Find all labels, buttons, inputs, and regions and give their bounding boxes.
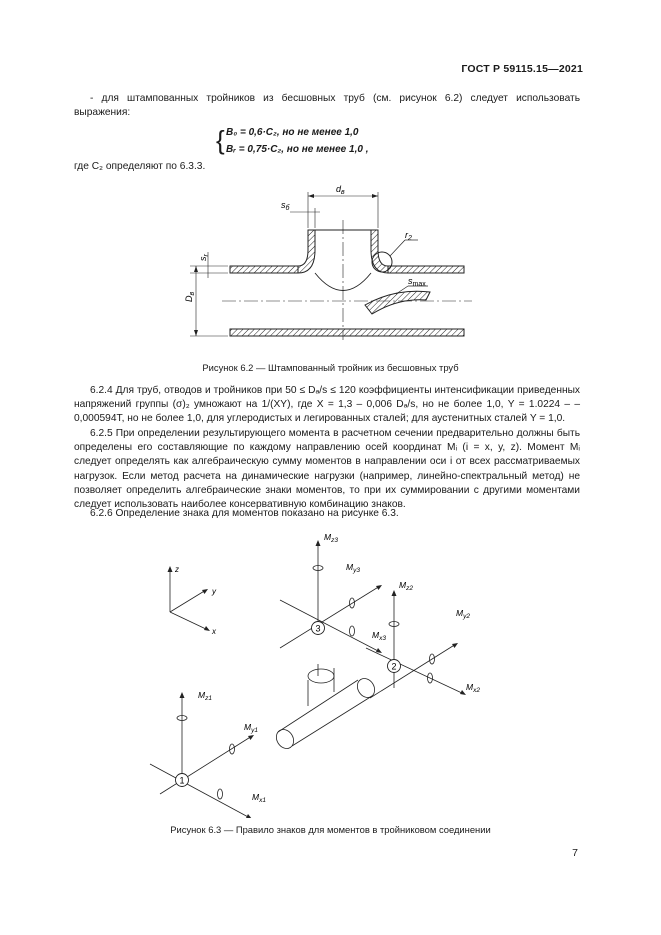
label-mz2: $M_{z2}$	[399, 580, 413, 592]
formula-line-2	[226, 141, 368, 158]
label-mx1: $M_{x1}$	[252, 792, 266, 804]
figure-6-2-caption: Рисунок 6.2 — Штампованный тройник из бесшовных труб	[202, 362, 459, 373]
svg-text:1: 1	[179, 775, 185, 786]
label-sr: $s_r$	[198, 254, 210, 261]
label-smax: $s_{max}$	[408, 276, 426, 288]
label-D: $D_в$	[184, 291, 196, 302]
label-my1: $M_{y1}$	[244, 722, 258, 734]
label-mz1: $M_{z1}$	[198, 690, 212, 702]
label-mx2: $M_{x2}$	[466, 682, 480, 694]
main-pipe-top-wall-left	[230, 266, 298, 273]
figure-6-3-moment-sign-rule	[140, 528, 510, 818]
document-header: ГОСТ Р 59115.15—2021	[461, 63, 583, 75]
axis-y-label: y	[212, 587, 216, 596]
paragraph-6-2-5: 6.2.5 При определении результирующего момента в расчетном сечении предварительно должны быть определены его составляющие по каждому направлению осей координат Mᵢ (i = x, y, z). Момент Mᵢ следует определять как алгебраическую сумму моментов в направлении оси i от всех рассматриваемых нагрузок. Если метод расчета на динамические нагрузки (например, линейно-спектральный метод) не позволяет определить алгебраические знаки моментов, то при их суммировании с другими моментами следует использовать наиболее консервативную комбинацию знаков.	[74, 428, 580, 511]
label-my3: $M_{y3}$	[346, 562, 360, 574]
label-mx3: $M_{x3}$	[372, 630, 386, 642]
page-number: 7	[572, 847, 578, 859]
node-3	[312, 622, 325, 635]
main-pipe-top-wall-right	[388, 266, 464, 273]
main-pipe-bottom-wall	[230, 329, 464, 336]
formula-block	[216, 124, 369, 158]
formula-line-1: B₀ = 0,6·C₂, но не менее 1,0	[226, 127, 359, 138]
intro-paragraph: - для штампованных тройников из бесшовных труб (см. рисунок 6.2) следует использовать выражения:	[74, 93, 580, 119]
formula-line-2-text: Bᵣ = 0,75·C₂, но не менее 1,0	[226, 144, 363, 155]
label-sb: $s_б$	[281, 200, 290, 212]
label-r2: $r_2$	[405, 230, 412, 242]
figure-6-2-tee-drawing	[160, 180, 480, 352]
section-cut	[365, 291, 430, 314]
node-2	[388, 660, 401, 673]
formula-tail: ,	[365, 144, 369, 155]
where-text: где C₂ определяют по 6.3.3.	[74, 161, 206, 172]
branch-left-wall	[298, 230, 315, 273]
axis-x-label: x	[212, 627, 216, 636]
paragraph-6-2-6: 6.2.6 Определение знака для моментов показано на рисунке 6.3.	[90, 508, 399, 519]
figure-6-3-caption: Рисунок 6.3 — Правило знаков для моментов в тройниковом соединении	[170, 824, 491, 835]
node-1	[176, 774, 189, 787]
svg-text:3: 3	[315, 623, 321, 634]
axis-z-label: z	[175, 565, 179, 574]
svg-text:2: 2	[391, 661, 397, 672]
formula-brace: {	[216, 125, 225, 155]
label-db: $d_в$	[336, 184, 345, 196]
label-mz3: $M_{z3}$	[324, 532, 338, 544]
label-my2: $M_{y2}$	[456, 608, 470, 620]
paragraph-6-2-4: 6.2.4 Для труб, отводов и тройников при 50 ≤ Dₐ/s ≤ 120 коэффициенты интенсификации приведенных напряжений группы (σ)₂ умножают на 1/(XY), где X = 1,3 – 0,006 Dₐ/s, но не более 1,0, Y = 1.0224 – – 0,000594T, но не более 1,0, для углеродистых и легированных сталей; для аустенитных сталей Y = 1,0.	[74, 385, 580, 425]
